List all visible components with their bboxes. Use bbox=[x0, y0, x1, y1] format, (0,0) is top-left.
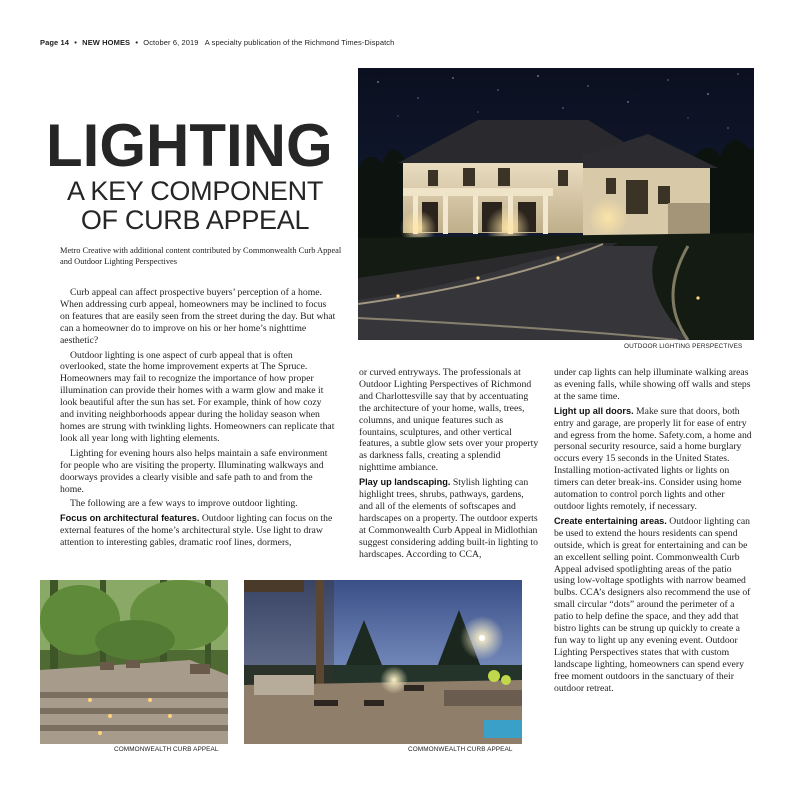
paragraph: Curb appeal can affect prospective buyers’ perception of a home. When addressing curb appeal, homeowners may be inclined to focus on features that are easily seen from the street during the day. But what can a homeowner do to improve on his or her home’s nighttime aesthetic? bbox=[60, 287, 336, 346]
subhead-architectural: Focus on architectural features. bbox=[60, 513, 200, 524]
header-separator: • bbox=[135, 38, 139, 47]
paragraph: The following are a few ways to improve outdoor lighting. bbox=[70, 498, 298, 510]
paragraph: Outdoor lighting is one aspect of curb appeal that is often overlooked, state the home improvement experts at The Spruce. Homeowners may fail to recognize the importance of how proper illumination can provide their homes with a warm glow and make it look beautiful after the sun has set. For example, think of how cozy and inviting neighborhoods appear during the holiday season when homes are strung with twinkling lights. Homeowners can replicate that look all year long with lighting elements. bbox=[60, 349, 335, 444]
article-column-1 bbox=[60, 287, 337, 552]
header-separator: • bbox=[74, 38, 77, 47]
subhead-doors: Light up all doors. bbox=[554, 405, 634, 416]
photo-caption-patio: COMMONWEALTH CURB APPEAL bbox=[408, 746, 513, 753]
article-column-3 bbox=[554, 367, 752, 697]
article-byline: Metro Creative with additional content contributed by Commonwealth Curb Appeal and Outdoor Lighting Perspectives bbox=[60, 246, 342, 266]
paragraph-architectural bbox=[60, 513, 337, 549]
paragraph: Lighting for evening hours also helps maintain a safe environment for people who are visiting the property. Illuminating walkways and doorways provides a clearly visible and safe path to and from the home. bbox=[60, 447, 328, 495]
article-column-2 bbox=[359, 367, 539, 564]
article-subtitle-line1: A KEY COMPONENT bbox=[66, 176, 324, 206]
article-title: LIGHTING bbox=[46, 112, 333, 179]
pergola-patio-photo bbox=[244, 580, 522, 744]
paragraph-doors-text: Make sure that doors, both entry and garage, are properly lit for ease of entry and egress from the home. Safety.com, a home and personal security resource, said a home burglary occurs every 15 seconds in the United States. Installing motion-activated lights or lights on timers can deter break-ins. Consider using home automation to control porch lights and other outdoor lights remotely, if necessary. bbox=[554, 405, 752, 512]
paragraph-entertaining bbox=[554, 516, 752, 695]
subhead-entertaining: Create entertaining areas. bbox=[554, 515, 667, 526]
photo-caption-steps: COMMONWEALTH CURB APPEAL bbox=[114, 746, 219, 753]
paragraph-architectural-text: Outdoor lighting can focus on the external features of the home’s architectural style. Use light to draw attention to interesting gables, dramatic roof lines, dormers, bbox=[60, 513, 333, 549]
paragraph-entertaining-text: Outdoor lighting can be used to extend the hours residents can spend outside, which is great for entertaining and can be an excellent selling point. Commonwealth Curb Appeal advised spotlighting areas of the patio using low-voltage spotlights with narrow beamed bulbs. CCA’s designers also recommend the use of small circular “dots” around the perimeter of a patio to help define the space, and they add that bistro lights can be strung up quickly to create a fun way to light up any evening event. Outdoor Lighting Perspectives states that with custom landscape lighting, homeowners can spend every free moment outdoors in the sanctuary of their outdoor retreat. bbox=[554, 515, 751, 694]
subhead-landscaping: Play up landscaping. bbox=[359, 477, 451, 488]
page-header bbox=[40, 38, 394, 47]
publication-note: A specialty publication of the Richmond Times-Dispatch bbox=[204, 38, 395, 47]
paragraph-continued: or curved entryways. The professionals at Outdoor Lighting Perspectives of Richmond and Charlottesville say that by accentuating the architecture of your home, walls, trees, columns, and unique features such as fountains, sculptures, and other vertical features, a subtle glow sets over your property as darkness falls, creating a splendid nighttime ambiance. bbox=[359, 367, 539, 474]
photo-caption-house: OUTDOOR LIGHTING PERSPECTIVES bbox=[624, 343, 743, 350]
paragraph-landscaping-text: Stylish lighting can highlight trees, shrubs, pathways, gardens, and all of the elements of softscapes and hardscapes on a property. The outdoor experts at Commonwealth Curb Appeal in Midlothian suggest considering adding built-in lighting to hardscapes. According to CCA, bbox=[359, 477, 538, 560]
article-subtitle-line2: OF CURB APPEAL bbox=[80, 205, 310, 235]
paragraph-continued: under cap lights can help illuminate walking areas as evening falls, while showing off walls and steps at the same time. bbox=[554, 367, 751, 402]
paragraph-doors bbox=[554, 406, 752, 513]
patio-steps-photo bbox=[40, 580, 228, 744]
page-number: Page 14 bbox=[40, 38, 70, 47]
issue-date: October 6, 2019 bbox=[143, 38, 199, 47]
paragraph-landscaping bbox=[359, 477, 539, 560]
house-night-photo bbox=[358, 68, 754, 340]
section-name: NEW HOMES bbox=[82, 38, 131, 47]
